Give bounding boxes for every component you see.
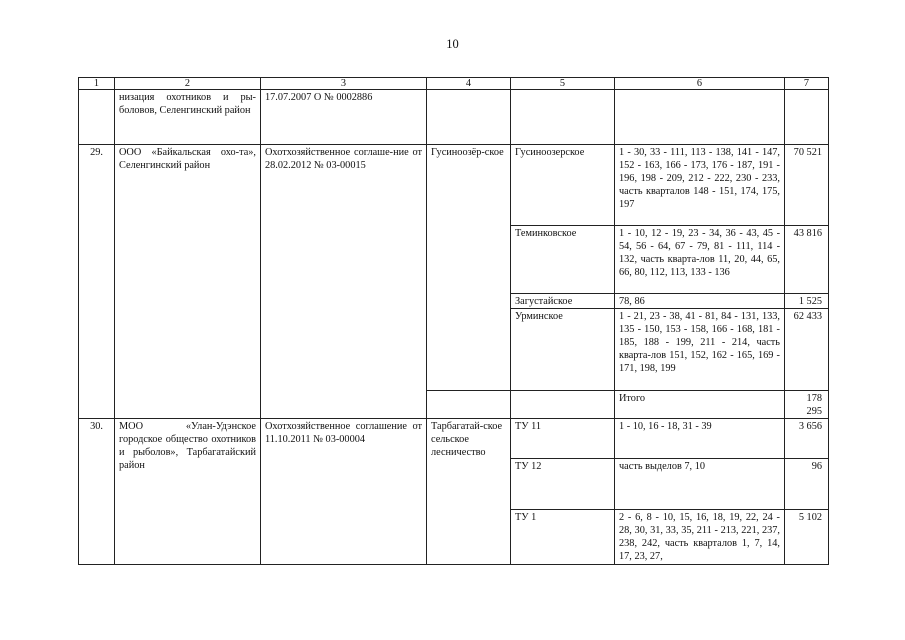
column-header: 2 <box>115 78 261 90</box>
cell-forestry: Тарбагатай-ское сельское лесничество <box>427 419 511 565</box>
cell-subdivision: Загустайское <box>511 294 615 309</box>
cell-blocks: часть выделов 7, 10 <box>615 459 785 510</box>
cell-number <box>79 90 115 145</box>
cell-subdivision: Теминковское <box>511 226 615 294</box>
table-row-29 <box>79 145 829 226</box>
cell-area: 96 <box>785 459 829 510</box>
cell-subdivision: ТУ 1 <box>511 510 615 565</box>
column-header: 5 <box>511 78 615 90</box>
cell-area: 1 525 <box>785 294 829 309</box>
cell-subdivision <box>511 90 615 145</box>
cell-blocks: 1 - 10, 12 - 19, 23 - 34, 36 - 43, 45 - 54, 56 - 64, 67 - 79, 81 - 111, 114 - 132, часть кварта-лов 11, 20, 44, 65, 66, 80, 112, 113, 133 - 136 <box>615 226 785 294</box>
cell-subdivision: Гусиноозерское <box>511 145 615 226</box>
cell-blocks: 2 - 6, 8 - 10, 15, 16, 18, 19, 22, 24 - 28, 30, 31, 33, 35, 211 - 213, 221, 237, 238, 242, часть кварталов 1, 7, 14, 17, 23, 27, <box>615 510 785 565</box>
cell-number: 29. <box>79 145 115 419</box>
cell-area: 70 521 <box>785 145 829 226</box>
column-header: 7 <box>785 78 829 90</box>
cell-blocks: 78, 86 <box>615 294 785 309</box>
cell-area: 5 102 <box>785 510 829 565</box>
column-header: 3 <box>261 78 427 90</box>
hunting-grounds-table <box>78 77 829 565</box>
cell-total-label: Итого <box>615 391 785 419</box>
cell-agreement: 17.07.2007 О № 0002886 <box>261 90 427 145</box>
cell-area <box>785 90 829 145</box>
cell-subdivision: ТУ 11 <box>511 419 615 459</box>
cell-area: 3 656 <box>785 419 829 459</box>
column-number-row <box>79 78 829 90</box>
cell-organization: низация охотников и ры-боловов, Селенгинский район <box>115 90 261 145</box>
column-header: 1 <box>79 78 115 90</box>
cell-forestry: Гусиноозёр-ское <box>427 145 511 391</box>
cell-blocks <box>615 90 785 145</box>
cell-area: 43 816 <box>785 226 829 294</box>
cell-organization: ООО «Байкальская охо-та», Селенгинский район <box>115 145 261 419</box>
table-row-30 <box>79 419 829 459</box>
cell-forestry <box>427 391 511 419</box>
table-row-continuation <box>79 90 829 145</box>
cell-agreement: Охотхозяйственное соглаше-ние от 28.02.2012 № 03-00015 <box>261 145 427 419</box>
page-number: 10 <box>446 37 459 51</box>
cell-blocks: 1 - 10, 16 - 18, 31 - 39 <box>615 419 785 459</box>
column-header: 6 <box>615 78 785 90</box>
cell-blocks: 1 - 21, 23 - 38, 41 - 81, 84 - 131, 133, 135 - 150, 153 - 158, 166 - 168, 181 - 185, 188 - 199, 211 - 214, часть кварта-лов 151, 152, 162 - 165, 169 - 171, 198, 199 <box>615 309 785 391</box>
cell-area: 62 433 <box>785 309 829 391</box>
cell-agreement: Охотхозяйственное соглашение от 11.10.2011 № 03-00004 <box>261 419 427 565</box>
cell-total-area: 178 295 <box>785 391 829 419</box>
cell-number: 30. <box>79 419 115 565</box>
cell-subdivision: Урминское <box>511 309 615 391</box>
cell-subdivision: ТУ 12 <box>511 459 615 510</box>
column-header: 4 <box>427 78 511 90</box>
cell-subdivision <box>511 391 615 419</box>
cell-blocks: 1 - 30, 33 - 111, 113 - 138, 141 - 147, 152 - 163, 166 - 173, 176 - 187, 191 - 196, 198 - 209, 212 - 222, 230 - 233, часть кварталов 148 - 151, 174, 175, 197 <box>615 145 785 226</box>
cell-organization: МОО «Улан-Удэнское городское общество охотников и рыболов», Тарбагатайский район <box>115 419 261 565</box>
cell-forestry <box>427 90 511 145</box>
